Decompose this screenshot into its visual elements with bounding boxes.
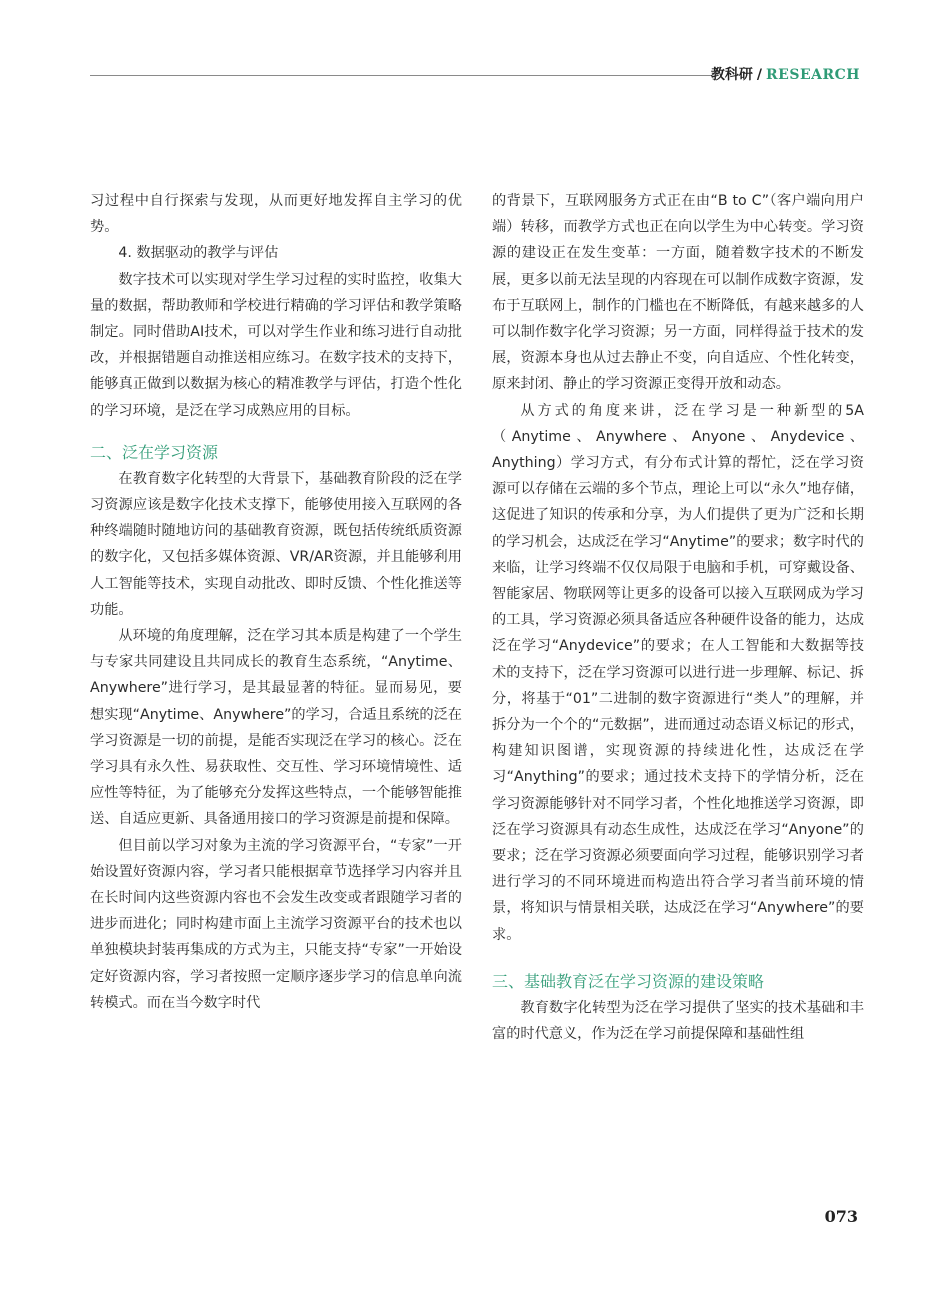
paragraph: 从方式的角度来讲，泛在学习是一种新型的5A（Anytime、Anywhere、Anyone、Anydevice、Anything）学习方式，有分布式计算的帮忙，泛在学习资源可以存储在云端的多个节点，理论上可以“永久”地存储，这促进了知识的传承和分享，为人们提供了更为广泛和长期的学习机会，达成泛在学习“Anytime”的要求；数字时代的来临，让学习终端不仅仅局限于电脑和手机，可穿戴设备、智能家居、物联网等让更多的设备可以接入互联网成为学习的工具，学习资源必须具备适应各种硬件设备的能力，达成泛在学习“Anydevice”的要求；在人工智能和大数据等技术的支持下，泛在学习资源可以进行进一步理解、标记、拆分，将基于“01”二进制的数字资源进行“类人”的理解，并拆分为一个个的“元数据”，进而通过动态语义标记的形式，构建知识图谱，实现资源的持续进化性，达成泛在学习“Anything”的要求；通过技术支持下的学情分析，泛在学习资源能够针对不同学习者，个性化地推送学习资源，即泛在学习资源具有动态生成性，达成泛在学习“Anyone”的要求；泛在学习资源必须要面向学习过程，能够识别学习者进行学习的不同环境进而构造出符合学习者当前环境的情景，将知识与情景相关联，达成泛在学习“Anywhere”的要求。 [492, 402, 864, 943]
section-heading: 二、泛在学习资源 [90, 442, 219, 462]
paragraph: 习过程中自行探索与发现，从而更好地发挥自主学习的优势。 [90, 193, 462, 236]
section-heading: 三、基础教育泛在学习资源的建设策略 [492, 971, 765, 991]
paragraph: 在教育数字化转型的大背景下，基础教育阶段的泛在学习资源应该是数字化技术支撑下，能够使用接入互联网的各种终端随时随地访问的基础教育资源，既包括传统纸质资源的数字化，又包括多媒体资源、VR/AR资源，并且能够利用人工智能等技术，实现自动批改、即时反馈、个性化推送等功能。 [90, 470, 462, 618]
paragraph: 从环境的角度理解，泛在学习其本质是构建了一个学生与专家共同建设且共同成长的教育生态系统，“Anytime、Anywhere”进行学习，是其最显著的特征。显而易见，要想实现“Anytime、Anywhere”的学习，合适且系统的泛在学习资源是一切的前提，是能否实现泛在学习的核心。泛在学习具有永久性、易获取性、交互性、学习环境情境性、适应性等特征，为了能够充分发挥这些特点，一个能够智能推送、自适应更新、具备通用接口的学习资源是前提和保障。 [90, 628, 462, 828]
header-rule [90, 75, 712, 76]
section-label-en: RESEARCH [766, 67, 860, 83]
paragraph: 的背景下，互联网服务方式正在由“B to C”（客户端向用户端）转移，而教学方式也正在向以学生为中心转变。学习资源的建设正在发生变革：一方面，随着数字技术的不断发展，更多以前无法呈现的内容现在可以制作成数字资源，发布于互联网上，制作的门槛也在不断降低，有越来越多的人可以制作数字化学习资源；另一方面，同样得益于技术的发展，资源本身也从过去静止不变，向自适应、个性化转变，原来封闭、静止的学习资源正变得开放和动态。 [492, 193, 864, 393]
page-number: 073 [824, 1207, 858, 1226]
section-label [711, 62, 860, 88]
running-header [0, 62, 950, 92]
paragraph: 但目前以学习对象为主流的学习资源平台，“专家”一开始设置好资源内容，学习者只能根据章节选择学习内容并且在长时间内这些资源内容也不会发生改变或者跟随学习者的进步而进化；同时构建市面上主流学习资源平台的技术也以单独模块封装再集成的方式为主，只能支持“专家”一开始设定好资源内容，学习者按照一定顺序逐步学习的信息单向流转模式。而在当今数字时代 [90, 837, 462, 1011]
left-column [90, 188, 462, 1016]
paragraph: 数字技术可以实现对学生学习过程的实时监控，收集大量的数据，帮助教师和学校进行精确的学习评估和教学策略制定。同时借助AI技术，可以对学生作业和练习进行自动批改，并根据错题自动推送相应练习。在数字技术的支持下，能够真正做到以数据为核心的精准教学与评估，打造个性化的学习环境，是泛在学习成熟应用的目标。 [90, 271, 462, 419]
subheading: 4. 数据驱动的教学与评估 [118, 245, 279, 262]
paragraph: 教育数字化转型为泛在学习提供了坚实的技术基础和丰富的时代意义，作为泛在学习前提保障和基础性组 [492, 999, 864, 1043]
section-label-separator: / [756, 67, 763, 83]
section-label-cn: 教科研 [710, 67, 753, 83]
right-column [492, 188, 864, 1047]
